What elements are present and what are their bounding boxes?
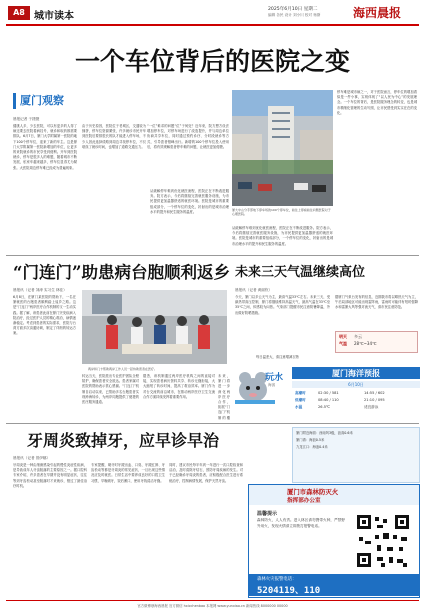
- mascot-label: 玩水: [265, 373, 284, 383]
- article2-col-1: 6月8日，在厦门某医院的帮助下，一名在厦就医的台胞患者顺利踏上返乡之路。这是“门连门”两岸医疗合作机制的又一生动实践。据了解，该患者此前在厦门突发疾病入院治疗，经过医护人员的精心救治，病情逐渐稳定。考虑到患者的实际需求，医院与台湾方面多次沟通协调，制定了详细的转运方案。: [13, 295, 76, 336]
- column-tag-label: 厦门观察: [20, 94, 64, 107]
- section-name: 城市读本: [34, 11, 74, 22]
- footer-rule: [6, 600, 419, 601]
- swim-suitable: 适宜游泳: [364, 405, 379, 409]
- ad-heading: 温馨提示: [257, 511, 278, 517]
- high-tide-1: 02:30 / 581: [318, 391, 339, 395]
- qr-code: [353, 511, 413, 571]
- main-col-6: 从破解停车难到优化就医流程，医院正在不断改进服务。院方表示，今后将继续完善就医服务设施，为市民提供更加温馨舒适的就医环境。医院是城市的重要组成部分，一个停车位的变化，折射出的是城市治理水平的提升和民生服务的温度。: [232, 226, 333, 246]
- tide-title-bar: [292, 367, 420, 379]
- hotline-label: 森林火灾报警电话：: [257, 577, 297, 582]
- main-col-1: 健康人多，少去医院，可以有更多的人得了病还要去医院看病挂号，就诊和取药都需要排队。6月7日，厦门大学附属第一医院的地下100个停车位，迎来了新的车主。这是厦门大学附属第一医院新增加的车位，让更多的来院就诊的市民享受到便利。开车到医院就诊，停车是很多人的难题，随着城市不断发展，私家车越来越多，停车位显得尤为紧张。大医院周边停车难已经成为普遍现象。: [13, 124, 77, 170]
- issue-date: 2025年6月10日 星期二: [268, 7, 318, 12]
- article2-col-3: 据悉，该机制通过两岸医疗机构之间的直接对接，实现患者病历资料共享、转诊无缝衔接，大大缩短了转诊时间，提高了救治效率。厦门作为对台交流的前沿城市，在推动两岸医疗卫生交流合作方面持续发挥着重要作用。: [143, 374, 215, 399]
- low-tide-label: 低潮时: [295, 398, 306, 402]
- weather-col-1: 今天，厦门以多云天气为主，最高气温33℃左右。未来三天，受副热带高压控制，厦门将继续维持高温天气，最高气温在33℃至35℃之间，体感较为闷热。气象部门提醒市民注意防暑降温，外出做好防晒措施。: [235, 295, 330, 315]
- tide-title: 厦门海洋预报: [332, 368, 380, 378]
- high-tide-label: 高潮时: [295, 391, 306, 395]
- teeth-col-3: 同时，建议市民每半年到一年进行一次口腔检查和洁治，及时清除牙结石，预防牙周疾病的发生。对于已经确诊牙周炎的患者，应积极配合医生进行系统治疗，控制病情发展，保护天然牙齿。: [169, 463, 243, 483]
- water-temp-label: 水温: [295, 405, 303, 409]
- mascot-sub: 海滨: [268, 383, 276, 387]
- article2-col-4: 未来，厦门将进一步深化两岸医疗合作，拓展“门连门”机制的覆: [218, 374, 230, 420]
- masthead: [0, 0, 425, 26]
- main-byline: 晨报记者 于捷捷: [13, 117, 40, 121]
- article2-col-2: 转运当天，医院派出专业医护团队全程陪护，确保患者安全抵达。患者家属对医院的帮助表示衷心感谢。“门连门”机制自启动以来，已帮助多名台胞患者实现跨海转诊，为两岸同胞提供了便捷的医疗服务通道。: [82, 374, 139, 405]
- weather-forecast-box: [335, 331, 418, 353]
- low-tide-2: 21:10 / 095: [364, 398, 385, 402]
- sea-bulletin: [292, 427, 420, 483]
- weather-headline: 未来三天气温继续高位: [235, 265, 366, 280]
- low-tide-1: 08:40 / 110: [318, 398, 339, 402]
- lower-divider: [6, 423, 419, 424]
- weather-byline: 晨报讯（记者 黄丽钦）: [235, 288, 273, 292]
- fire-prevention-ad: [248, 484, 420, 598]
- weather-forecast-line: 每日温差大，请注意增减衣物: [256, 355, 299, 359]
- main-col-4: 从破解停车难到优化就医流程，医院正在不断改进服务。院方表示，今后将继续完善就医服务设施，为市民提供更加温馨舒适的就医环境。医院是城市的重要组成部分，一个停车位的变化，折射出的是城市治理水平的提升和民生服务的温度。: [150, 189, 229, 214]
- teeth-byline: 晨报讯（记者 曾伊娜）: [13, 456, 51, 460]
- tide-mascot: [235, 364, 291, 414]
- water-temp: 26.5℃: [318, 405, 331, 409]
- high-tide-2: 14:55 / 602: [364, 391, 385, 395]
- tomorrow-label: 明天: [339, 334, 347, 339]
- teeth-col-2: 专家提醒，刷牙时牙龈出血、口臭、牙龈红肿、牙齿松动等都是牙周炎的常见症状，一旦出现这些情况应及时就医。日常生活中要养成良好的口腔卫生习惯，早晚刷牙，饭后漱口，使用牙线清洁牙缝。: [91, 463, 165, 483]
- article2-byline: 晨报讯（记者 刘涛 实习生 林佳）: [13, 288, 67, 292]
- sea-item-3: 九龙江口：海浪0.4米: [296, 445, 328, 449]
- rescue-photo-art: [82, 290, 227, 364]
- sea-item-2: 厦门湾：海浪0.5米: [296, 438, 325, 442]
- teeth-col-1: 牙周炎是一种由细菌感染引起的慢性炎症性疾病，是导致成年人牙齿脱落的主要原因之一。据口腔科专家介绍，许多患者在早期并没有明显症状，往往等到牙齿松动甚至脱落时才来就诊，错过了最佳治疗时机。: [13, 463, 87, 488]
- temp-range: 28℃~34℃: [354, 341, 377, 346]
- ad-subtitle: 指挥部办公室: [287, 498, 321, 504]
- newspaper-logo: 海西晨报: [353, 6, 402, 20]
- masthead-rule: [6, 24, 419, 26]
- hospital-photo-art: [232, 90, 333, 206]
- ad-body: 森林防火，人人有责。进入林区请勿携带火种，严禁野外用火，发现火情请立即拨打报警电话。: [257, 518, 345, 528]
- hotline-number: 5204119、110: [257, 586, 321, 596]
- tomorrow-weather: 多云: [354, 334, 362, 339]
- sea-item-1: 厦门附近海面：西南风3级，浪高0.6米: [296, 431, 353, 435]
- column-tag-bar: [13, 93, 16, 109]
- main-headline: 一个车位背后的医院之变: [74, 47, 350, 76]
- hospital-photo: [232, 90, 333, 206]
- tide-date: 6月10日: [348, 382, 364, 387]
- hotline-bar: [249, 574, 419, 596]
- main-col-3: “一位”难求的问题“位”于何处？近年来，院方想方设法增加停车位，对停车场进行了改造提升，并与周边单位协商共享车位，同时通过预约诊疗、分时段就诊等方式，引导患者错峰出行。新增的100个停车位投入使用后，将有效缓解患者停车难的问题，让就医更加便捷。: [147, 124, 229, 149]
- footer-text: 官方微博@海西晨报 官方微信 hxicchenbao 本报网 www.yunxiao.cn 新闻热线 8000000 00000: [137, 604, 288, 608]
- section-divider: [6, 255, 419, 256]
- main-col-5: 停车难是城市病之一，对于医院而言，停车位的增加看似是一件小事，实则体现了“以人民为中心”的发展理念。一个车位的背后，是医院服务理念的转变，也是城市精细化管理的生动写照，让市民感受到实实在在的变化。: [337, 90, 417, 115]
- qr-code-icon: [353, 511, 413, 571]
- ad-title: 厦门市森林防灭火: [287, 488, 339, 496]
- article2-headline: “门连门”助患病台胞顺利返乡: [13, 263, 230, 282]
- rescue-photo-caption: 两岸和门卡帮助两岸工作人员一起协助患者在医疗。: [88, 367, 158, 371]
- hospital-photo-caption: 厦大中山分手部地下停车场的100个停车位，前往上停看前往问题医院对于心理医院。: [232, 208, 331, 217]
- tide-date-bar: [292, 381, 420, 388]
- main-col-2: 由于历史原因，医院位于老城区，交通较为拥挤，停车位资源紧张，许多就诊市民开车到医院后要排很长的队才能进入停车场，不少人因此选择绕路到周边寻找停车位，不仅耽误了就诊时间，也增加了道路交通压力。: [82, 124, 146, 149]
- teeth-headline: 牙周炎致掉牙，应早诊早治: [27, 431, 220, 450]
- tide-table: [292, 390, 420, 420]
- page-number: A8: [8, 6, 30, 20]
- rescue-photo: [82, 290, 227, 364]
- weather-col-2: 据厦门气象台发布的信息，近期我市将以晴热天气为主，午后局部地区可能出现雷阵雨，雷雨时可能伴有短时强降水和雷暴大风等强对流天气，请市民注意防范。: [335, 295, 418, 310]
- temp-label: 气温: [339, 341, 347, 346]
- column-tag: [13, 90, 83, 112]
- editor-line: 编辑 各民 设计 刘小川 校对 杨斯: [268, 13, 321, 17]
